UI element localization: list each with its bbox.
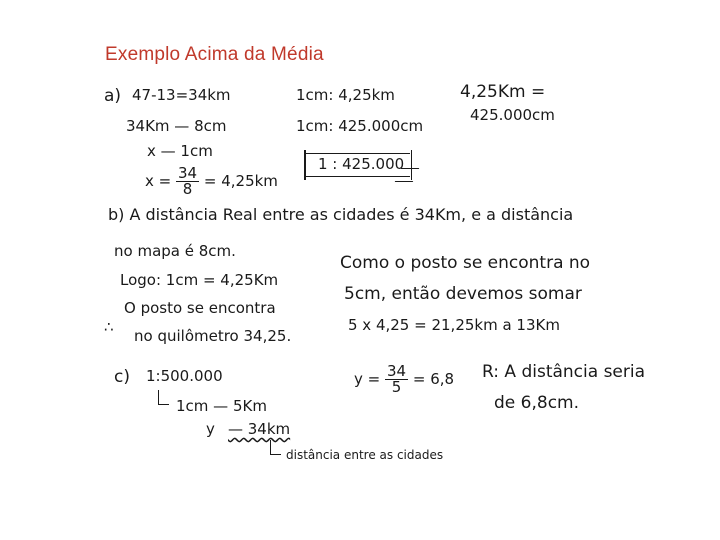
part-a-mid3: 1 : 425.000 — [318, 155, 405, 173]
part-b-line3: Logo: 1cm = 4,25Km — [120, 271, 279, 289]
part-c-fraction-den: 5 — [391, 378, 402, 396]
part-a-line4-lhs: x = — [145, 172, 172, 190]
part-b-right1: Como o posto se encontra no — [340, 253, 591, 273]
part-c-line1: 1:500.000 — [146, 367, 223, 385]
part-a-right1: 4,25Km = — [460, 82, 546, 102]
part-c-fraction-num: 34 — [387, 362, 407, 380]
part-c-line2: 1cm — 5Km — [176, 397, 267, 415]
part-c-fraction — [385, 364, 408, 395]
part-b-line5: no quilômetro 34,25. — [134, 327, 292, 345]
part-b-line1: b) A distância Real entre as cidades é 34Km, e a distância — [108, 205, 574, 224]
page-title: Exemplo Acima da Média — [105, 44, 324, 65]
part-c-line3-var: y — [206, 420, 215, 438]
part-a-line4 — [145, 166, 278, 197]
part-a-mid2: 1cm: 425.000cm — [296, 117, 424, 135]
part-a-fraction-num: 34 — [178, 164, 198, 182]
arrow-hook-icon — [158, 390, 169, 405]
part-a-mid1: 1cm: 4,25km — [296, 86, 395, 104]
part-a-fraction — [176, 166, 199, 197]
part-a-label: a) — [104, 86, 122, 106]
part-c-eq-rhs: = 6,8 — [412, 370, 455, 388]
part-c-line4: distância entre as cidades — [286, 448, 444, 462]
arrow-hook-icon-2 — [270, 440, 281, 455]
part-c-label: c) — [114, 367, 130, 387]
therefore-icon: ∴ — [104, 318, 114, 336]
part-c-line3-val: — 34km — [228, 420, 291, 438]
part-a-line3: x — 1cm — [147, 142, 213, 160]
part-a-line4-rhs: = 4,25km — [203, 172, 278, 190]
part-c-eq-lhs: y = — [354, 370, 381, 388]
part-b-line2: no mapa é 8cm. — [114, 242, 236, 260]
part-c-answer1: R: A distância seria — [482, 362, 646, 382]
part-a-line1: 47-13=34km — [132, 86, 231, 104]
part-c-equation — [354, 364, 454, 395]
part-a-fraction-den: 8 — [182, 180, 193, 198]
part-b-right3: 5 x 4,25 = 21,25km a 13Km — [348, 316, 560, 334]
part-a-right2: 425.000cm — [470, 106, 555, 124]
part-c-answer2: de 6,8cm. — [494, 393, 579, 413]
part-b-right2: 5cm, então devemos somar — [344, 284, 582, 304]
part-b-line4: O posto se encontra — [124, 299, 276, 317]
part-a-line2: 34Km — 8cm — [126, 117, 227, 135]
